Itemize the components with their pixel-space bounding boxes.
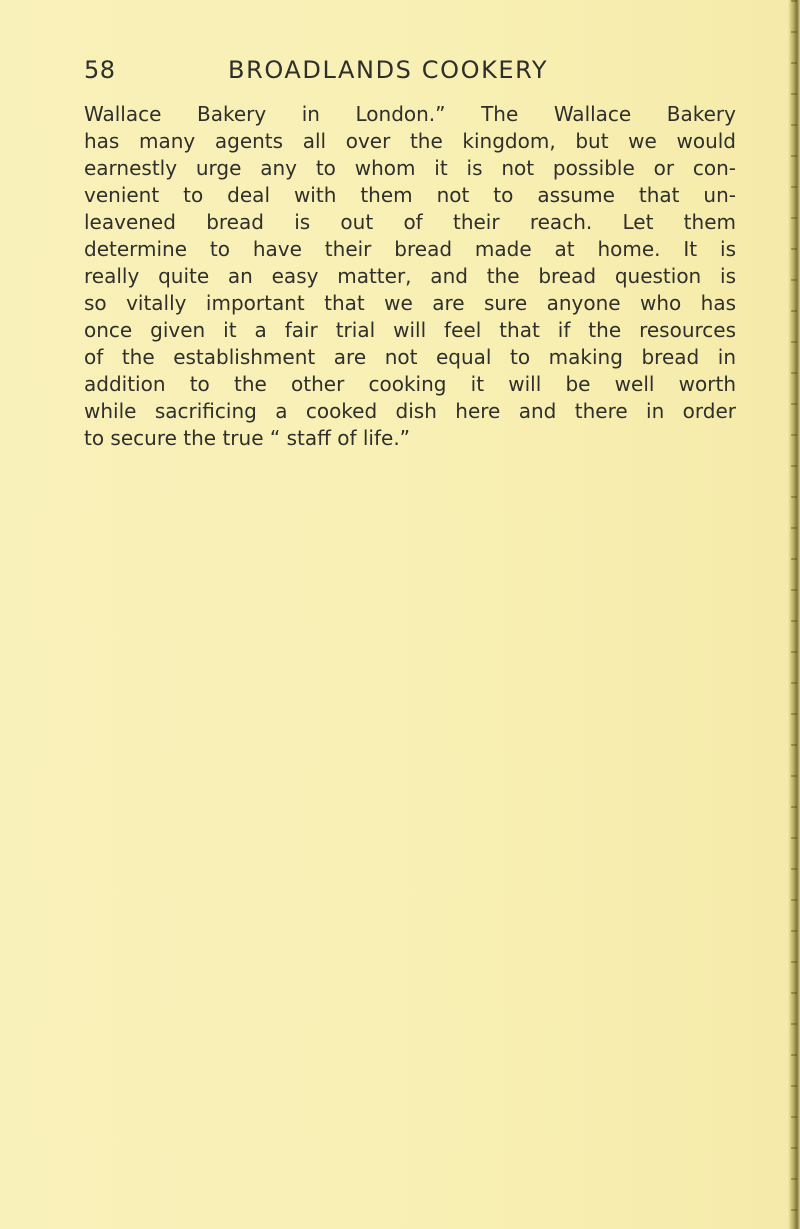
body-paragraph: [84, 101, 736, 452]
running-head: BROADLANDS COOKERY: [228, 56, 549, 84]
text-line: while sacrificing a cooked dish here and there in order: [84, 399, 736, 423]
text-line: earnestly urge any to whom it is not possible or con-: [84, 156, 736, 180]
text-line: Wallace Bakery in London.” The Wallace Bakery: [84, 102, 736, 126]
text-line: of the establishment are not equal to making bread in: [84, 345, 736, 369]
text-line: determine to have their bread made at home. It is: [84, 237, 736, 261]
text-line: so vitally important that we are sure anyone who has: [84, 291, 736, 315]
text-line: once given it a fair trial will feel that if the resources: [84, 318, 736, 342]
text-line: to secure the true “ staff of life.”: [84, 426, 411, 450]
text-line: addition to the other cooking it will be well worth: [84, 372, 736, 396]
page-header: [84, 56, 734, 90]
page-number: 58: [84, 56, 116, 84]
text-line: leavened bread is out of their reach. Let them: [84, 210, 736, 234]
text-line: has many agents all over the kingdom, but we would: [84, 129, 736, 153]
text-line: venient to deal with them not to assume that un-: [84, 183, 736, 207]
text-line: really quite an easy matter, and the bread question is: [84, 264, 736, 288]
page-edge-texture: [791, 0, 797, 1229]
